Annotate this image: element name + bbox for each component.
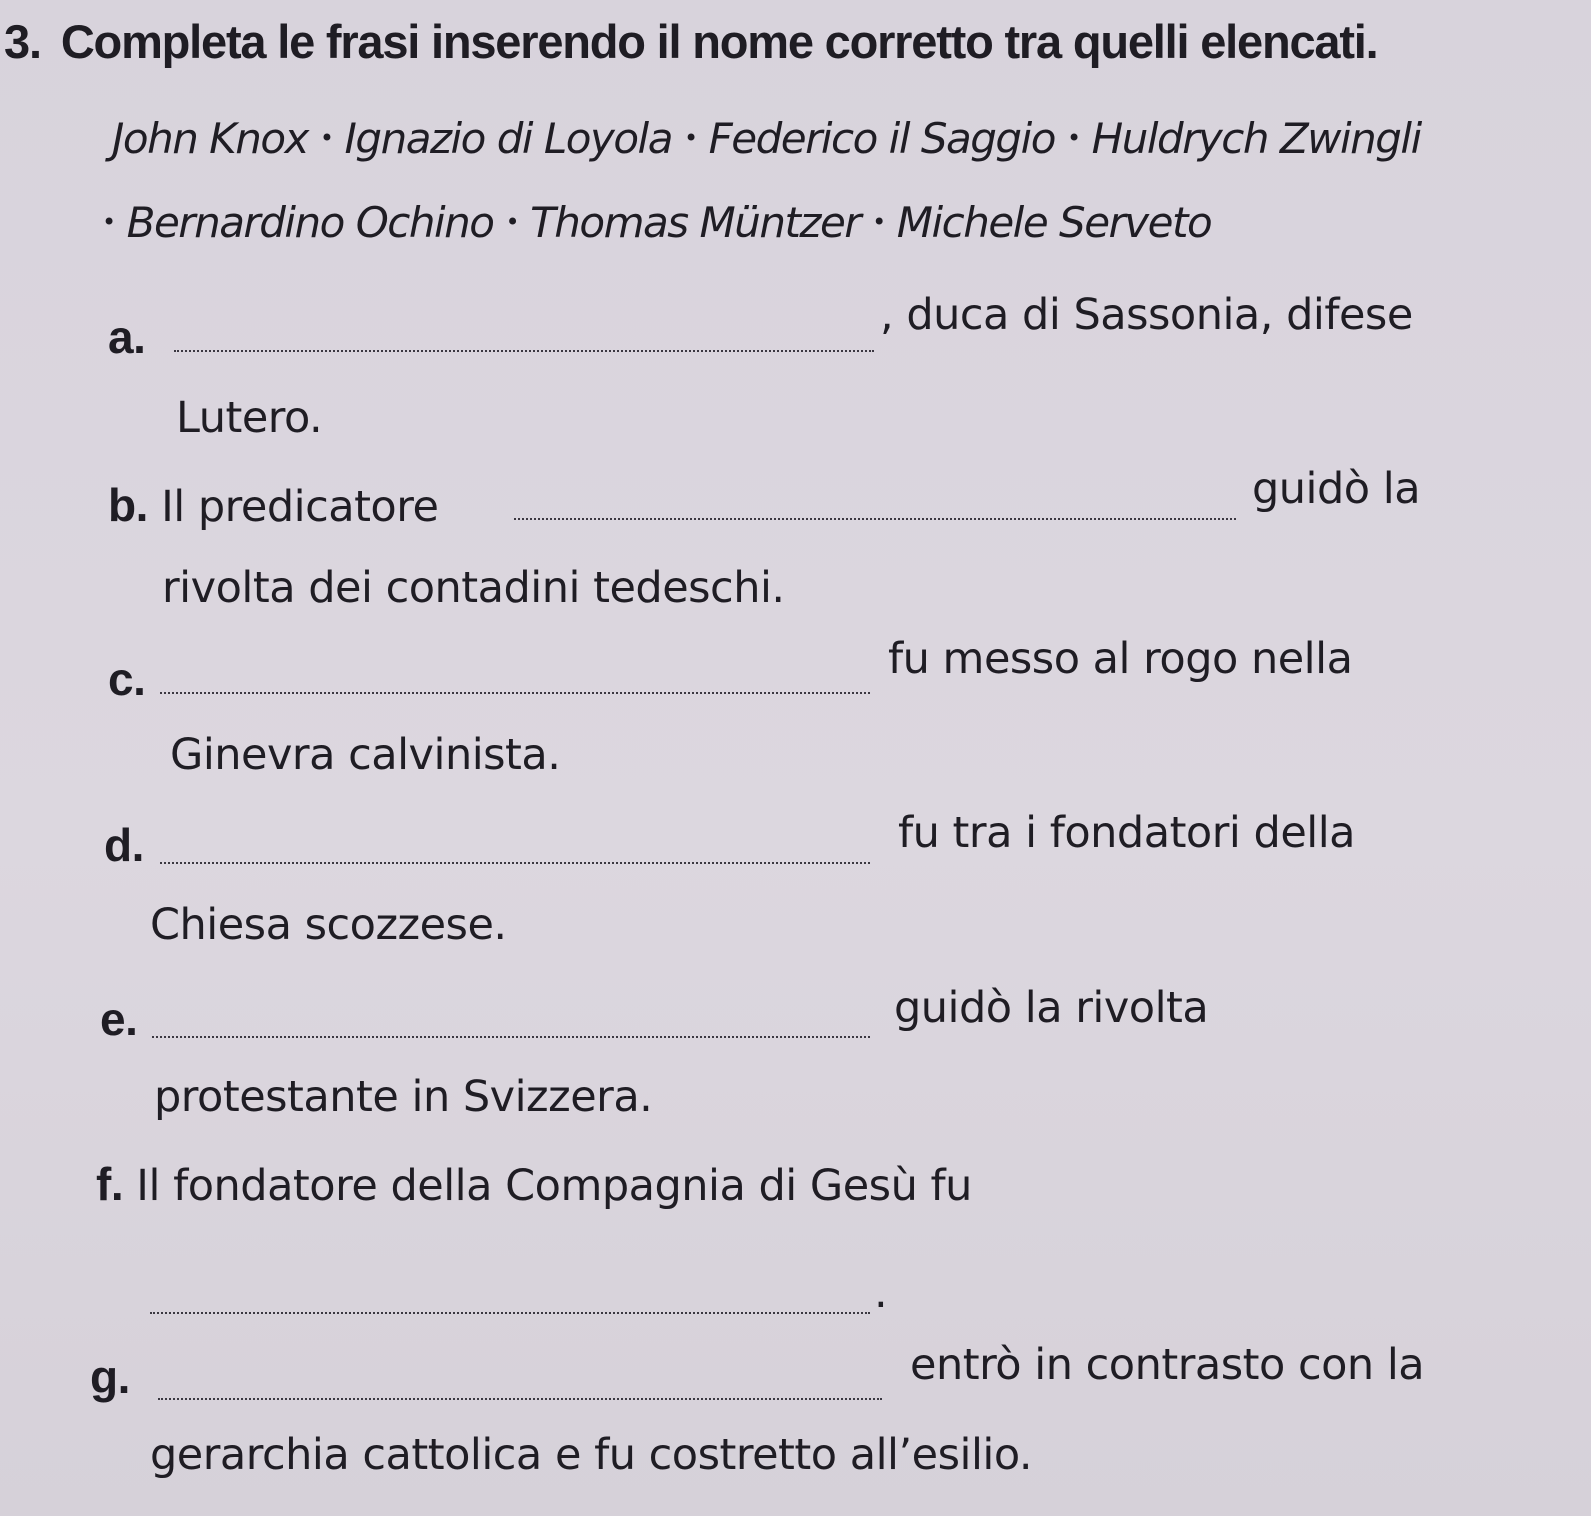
item-letter: d. [104, 819, 144, 871]
exercise-instruction: Completa le frasi inserendo il nome corretto tra quelli elencati. [60, 15, 1378, 68]
sentence-d-text: fu tra i fondatori della [898, 808, 1356, 858]
exercise-title [4, 14, 1378, 69]
exercise-number: 3. [4, 15, 41, 68]
answer-blank-a[interactable] [174, 350, 874, 352]
sentence-f-end: . [874, 1268, 888, 1318]
answer-blank-g[interactable] [158, 1398, 882, 1400]
sentence-f-text-before: Il fondatore della Compagnia di Gesù fu [136, 1161, 972, 1211]
name-option: Bernardino Ochino [126, 198, 494, 247]
sentence-e-continuation: protestante in Svizzera. [154, 1072, 653, 1122]
answer-blank-c[interactable] [160, 692, 870, 694]
name-option: Federico il Saggio [708, 114, 1055, 163]
sentence-a-label [108, 310, 145, 364]
bullet-separator: • [1066, 123, 1080, 152]
name-bank-line-1 [112, 114, 1421, 163]
sentence-a-continuation: Lutero. [176, 393, 323, 443]
sentence-b-start [108, 478, 438, 532]
item-letter: e. [100, 993, 138, 1045]
bullet-separator: • [102, 207, 115, 236]
sentence-c-text: fu messo al rogo nella [888, 634, 1353, 684]
sentence-a-text: , duca di Sassonia, difese [880, 290, 1413, 340]
answer-blank-e[interactable] [152, 1036, 870, 1038]
sentence-g-continuation: gerarchia cattolica e fu costretto all’esilio. [150, 1430, 1033, 1480]
item-letter: f. [96, 1158, 124, 1210]
name-option: Ignazio di Loyola [344, 114, 672, 163]
name-option: Thomas Müntzer [530, 198, 861, 247]
sentence-d-label [104, 818, 144, 872]
sentence-f-start [96, 1157, 972, 1211]
sentence-d-continuation: Chiesa scozzese. [150, 900, 507, 950]
sentence-e-text: guidò la rivolta [894, 983, 1209, 1033]
name-option: John Knox [112, 114, 308, 163]
item-letter: b. [108, 479, 148, 531]
item-letter: g. [90, 1351, 130, 1403]
item-letter: c. [108, 653, 146, 705]
sentence-g-label [90, 1350, 130, 1404]
answer-blank-d[interactable] [160, 862, 870, 864]
bullet-separator: • [505, 207, 519, 236]
sentence-b-continuation: rivolta dei contadini tedeschi. [162, 563, 785, 613]
bullet-separator: • [683, 123, 697, 152]
name-option: Huldrych Zwingli [1091, 114, 1421, 163]
answer-blank-f[interactable] [150, 1312, 870, 1314]
bullet-separator: • [319, 123, 333, 152]
item-letter: a. [108, 311, 146, 363]
name-bank-line-2 [102, 198, 1211, 247]
sentence-g-text: entrò in contrasto con la [910, 1340, 1425, 1390]
sentence-c-label [108, 652, 145, 706]
answer-blank-b[interactable] [514, 518, 1236, 520]
sentence-b-text-after: guidò la [1252, 464, 1421, 514]
name-option: Michele Serveto [896, 198, 1212, 247]
bullet-separator: • [872, 207, 885, 236]
sentence-b-text-before: Il predicatore [161, 482, 439, 532]
sentence-c-continuation: Ginevra calvinista. [170, 730, 561, 780]
sentence-e-label [100, 992, 137, 1046]
